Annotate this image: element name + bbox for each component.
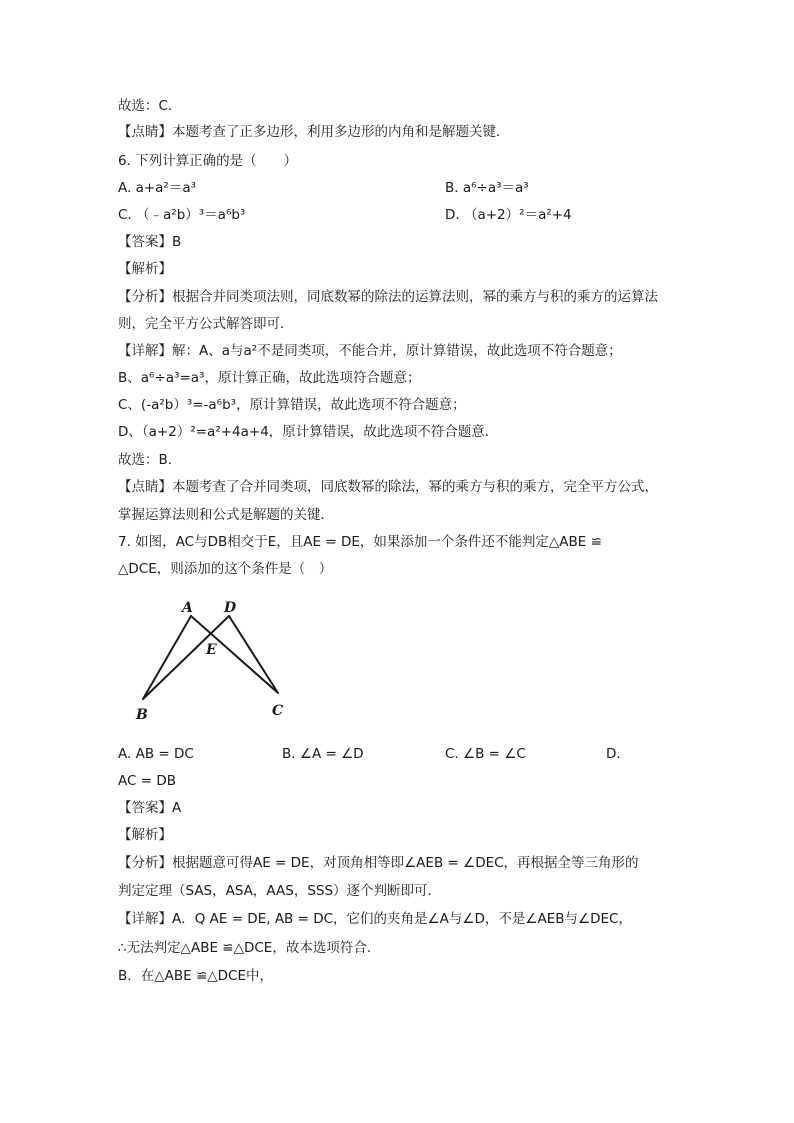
analysis-heading: 【解析】 (118, 827, 172, 843)
segment-ab (143, 616, 191, 699)
segment-dc (229, 616, 278, 693)
q6-option-d: D. （a+2）²＝a²+4 (445, 207, 572, 223)
text-line: 掌握运算法则和公式是解题的关键． (118, 507, 334, 523)
q6-option-c: C. （﹣a²b）³＝a⁶b³ (118, 207, 246, 223)
text-line: B．在△ABE ≌△DCE中， (118, 968, 274, 984)
label-d: D (224, 600, 237, 616)
text-line: 判定定理（SAS，ASA，AAS，SSS）逐个判断即可． (118, 883, 442, 899)
label-b: B (136, 707, 148, 723)
question-7-stem-cont: △DCE，则添加的这个条件是（ ） (118, 561, 333, 577)
q7-option-a: A. AB = DC (118, 746, 194, 762)
text-line: 【详解】A．Q AE = DE, AB = DC，它们的夹角是∠A与∠D，不是∠AEB与∠DEC， (118, 911, 632, 927)
q7-option-b: B. ∠A = ∠D (282, 746, 364, 762)
text-line: D、（a+2）²=a²+4a+4，原计算错误，故此选项不符合题意． (118, 424, 499, 440)
q6-option-b: B. a⁶÷a³＝a³ (445, 180, 529, 196)
text-line: 【详解】解：A、a与a²不是同类项，不能合并，原计算错误，故此选项不符合题意； (118, 343, 622, 359)
answer-line: 【答案】A (118, 800, 182, 816)
q7-option-c: C. ∠B = ∠C (445, 746, 526, 762)
text-line: 【分析】根据合并同类项法则，同底数幂的除法的运算法则，幂的乘方与积的乘方的运算法 (118, 289, 658, 305)
text-line: 【点睛】本题考查了正多边形，利用多边形的内角和是解题关键． (118, 124, 510, 140)
text-line: B、a⁶÷a³=a³，原计算正确，故此选项符合题意； (118, 370, 421, 386)
label-c: C (272, 703, 284, 719)
geometry-figure (118, 594, 308, 729)
text-line: 故选：B． (118, 452, 182, 468)
text-line: 故选：C． (118, 98, 182, 114)
question-7-stem: 7. 如图，AC与DB相交于E，且AE = DE，如果添加一个条件还不能判定△ABE ≌ (118, 534, 602, 550)
label-e: E (206, 642, 217, 658)
q7-option-d: D. (606, 746, 621, 762)
label-a: A (182, 600, 193, 616)
q6-option-a: A. a+a²＝a³ (118, 180, 197, 196)
text-line: 则，完全平方公式解答即可． (118, 316, 294, 332)
text-line: C、(-a²b）³=-a⁶b³，原计算错误，故此选项不符合题意； (118, 397, 466, 413)
answer-line: 【答案】B (118, 234, 182, 250)
segment-ac (191, 616, 278, 693)
analysis-heading: 【解析】 (118, 261, 172, 277)
question-6-stem: 6. 下列计算正确的是（ ） (118, 153, 298, 169)
text-line: ∴无法判定△ABE ≌△DCE，故本选项符合. (118, 940, 372, 956)
q7-option-d-cont: AC = DB (118, 773, 176, 789)
text-line: 【点睛】本题考查了合并同类项，同底数幂的除法，幂的乘方与积的乘方，完全平方公式， (118, 479, 658, 495)
text-line: 【分析】根据题意可得AE = DE，对顶角相等即∠AEB = ∠DEC，再根据全等三角形的 (118, 855, 639, 871)
